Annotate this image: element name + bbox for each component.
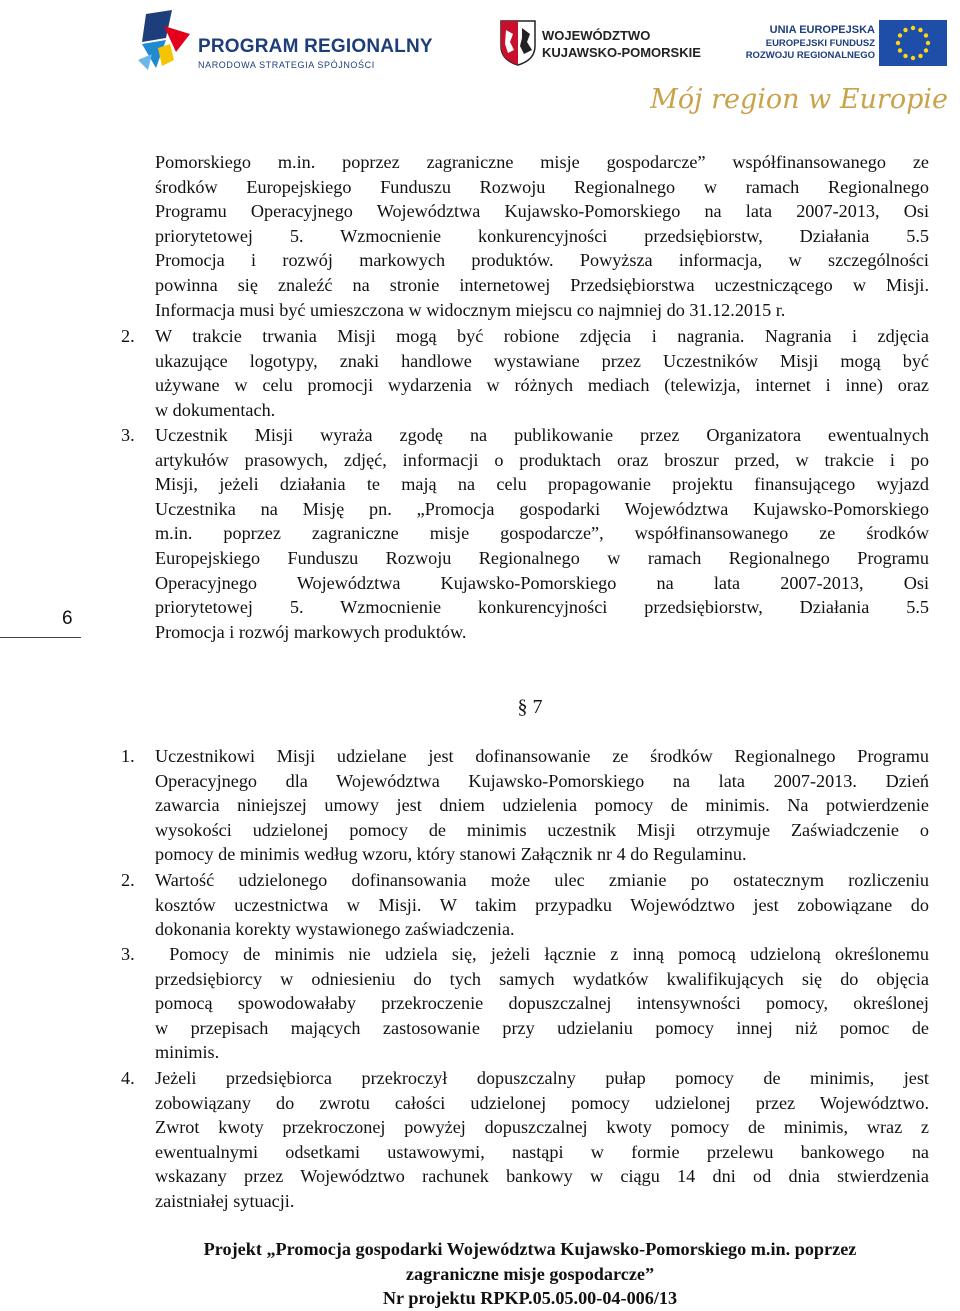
text-line: zobowiązany do zwrotu całości udzielonej pomocy udzielonej przez Województwo. [155, 1092, 929, 1113]
document-footer [0, 1237, 960, 1311]
text-line: kosztów uczestnictwa w Misji. W takim przypadku Województwo jest zobowiązane do [155, 894, 929, 915]
text-line: Operacyjnego Województwa Kujawsko-Pomorskiego na lata 2007-2013, Osi [155, 572, 929, 593]
text-line: zaistniałej sytuacji. [155, 1190, 295, 1211]
text-line: priorytetowej 5. Wzmocnienie konkurencyjności przedsiębiorstw, Działania 5.5 [155, 597, 929, 618]
page-number-divider [0, 637, 81, 638]
footer-project-number: Nr projektu RPKP.05.05.00-04-006/13 [382, 1288, 678, 1309]
list-item-number: 2. [121, 870, 135, 890]
text-line: używane w celu promocji wydarzenia w różnych mediach (telewizja, internet i inne) oraz [155, 375, 929, 396]
text-line: środków Europejskiego Funduszu Rozwoju Regionalnego w ramach Regionalnego [155, 176, 929, 197]
list-item [121, 423, 929, 644]
program-subtitle: NARODOWA STRATEGIA SPÓJNOŚCI [198, 60, 375, 70]
voivodeship-name-line1: WOJEWÓDZTWO [542, 28, 651, 43]
list-item [121, 868, 929, 942]
voivodeship-logo [500, 20, 710, 70]
voivodeship-crest-icon [500, 20, 536, 66]
program-title: PROGRAM REGIONALNY [198, 36, 433, 57]
text-line: powinna się znaleźć na stronie internetowej Przedsiębiorstwa uczestniczącego w Misji. [155, 274, 929, 295]
text-line: wskazany przez Województwo rachunek bankowy w ciągu 14 dni od dnia stwierdzenia [155, 1166, 929, 1187]
eu-union-label: UNIA EUROPEJSKA [769, 24, 875, 36]
list-item-number: 1. [121, 746, 135, 766]
text-line: pomocą spowodowałaby przekroczenie dopuszczalnej intensywności pomocy, określonej [155, 993, 929, 1014]
text-line: Uczestnika na Misję pn. „Promocja gospodarki Województwa Kujawsko-Pomorskiego [155, 498, 929, 519]
text-line: m.in. poprzez zagraniczne misje gospodarcze”, współfinansowanego ze środków [155, 523, 929, 544]
eu-star-icon [926, 41, 930, 45]
text-line: ukazujące logotypy, znaki handlowe wystawiane przez Uczestników Misji mogą być [155, 350, 929, 371]
text-line: Zwrot kwoty przekroczonej powyżej dopuszczalnej kwoty pomocy de minimis, wraz z [155, 1117, 929, 1138]
text-line: artykułów prasowych, zdjęć, informacji o produktach oraz broszur przed, w trakcie i po [155, 449, 929, 470]
text-line: minimis. [155, 1042, 220, 1063]
text-line: dokonania korekty wystawionego zaświadczenia. [155, 919, 515, 940]
eu-star-icon [898, 33, 902, 37]
text-line: ewentualnymi odsetkami ustawowymi, nastąpi w formie przelewu bankowego na [155, 1141, 929, 1162]
list-item-number: 3. [121, 425, 135, 445]
regional-slogan: Mój region w Europie [650, 84, 948, 115]
text-line: przedsiębiorcy w odniesieniu do tych samych wydatków kwalifikujących się do objęcia [155, 968, 929, 989]
text-line: w przepisach mających zastosowanie przy udzielaniu pomocy innej niż pomoc de [155, 1017, 929, 1038]
text-line: Uczestnikowi Misji udzielane jest dofinansowanie ze środków Regionalnego Programu [155, 746, 929, 766]
eu-star-icon [924, 33, 928, 37]
eu-star-icon [911, 56, 915, 60]
text-line: Promocja i rozwój markowych produktów. Powyższa informacja, w szczególności [155, 250, 929, 271]
eu-star-icon [924, 48, 928, 52]
footer-project-title: Projekt „Promocja gospodarki Województwa Kujawsko-Pomorskiego m.in. poprzez [203, 1239, 857, 1259]
eu-fund-label: EUROPEJSKI FUNDUSZ [765, 38, 875, 49]
text-line: Programu Operacyjnego Województwa Kujawsko-Pomorskiego na lata 2007-2013, Osi [155, 201, 929, 222]
page-number: 6 [62, 608, 73, 629]
text-line: Pomocy de minimis nie udziela się, jeżeli łącznie z inną pomocą udzieloną określonemu [155, 944, 929, 964]
list-item-number: 3. [121, 944, 135, 964]
eu-flag-icon [879, 20, 947, 66]
text-line: Europejskiego Funduszu Rozwoju Regionalnego w ramach Regionalnego Programu [155, 547, 929, 568]
text-line: Wartość udzielonego dofinansowania może ulec zmianie po ostatecznym rozliczeniu [155, 870, 929, 890]
list-item [121, 942, 929, 1065]
eu-star-icon [903, 28, 907, 32]
text-line: Informacja musi być umieszczona w widocznym miejscu co najmniej do 31.12.2015 r. [155, 299, 786, 320]
text-line: wysokości udzielonej pomocy de minimis uczestnik Misji otrzymuje Zaświadczenie o [155, 819, 929, 840]
text-line: zawarcia niniejszej umowy jest dniem udzielenia pomocy de minimis. Na potwierdzenie [155, 795, 929, 816]
text-line: Misji, jeżeli działania te mają na celu propagowanie projektu finansującego wyjazd [155, 474, 929, 495]
list-item-number: 4. [121, 1068, 135, 1088]
eu-star-icon [903, 54, 907, 58]
eu-fund-logo [745, 20, 955, 70]
text-line: Jeżeli przedsiębiorca przekroczył dopuszczalny pułap pomocy de minimis, jest [155, 1068, 929, 1088]
list-item [121, 1066, 929, 1214]
eu-star-icon [898, 48, 902, 52]
list-item [121, 744, 929, 867]
eu-star-icon [918, 28, 922, 32]
continuation-paragraph [155, 150, 929, 322]
text-line: W trakcie trwania Misji mogą być robione zdjęcia i nagrania. Nagrania i zdjęcia [155, 326, 929, 346]
eu-star-icon [911, 26, 915, 30]
eu-regional-label: ROZWOJU REGIONALNEGO [745, 50, 875, 61]
text-line: Uczestnik Misji wyraża zgodę na publikowanie przez Organizatora ewentualnych [155, 425, 929, 445]
section-title: § 7 [517, 696, 543, 718]
voivodeship-name-line2: KUJAWSKO-POMORSKIE [542, 45, 701, 60]
text-line: Operacyjnego dla Województwa Kujawsko-Pomorskiego na lata 2007-2013. Dzień [155, 770, 929, 791]
list-item-number: 2. [121, 326, 135, 346]
text-line: pomocy de minimis według wzoru, który stanowi Załącznik nr 4 do Regulaminu. [155, 844, 747, 865]
footer-project-title-cont: zagraniczne misje gospodarcze” [405, 1263, 655, 1284]
text-line: Pomorskiego m.in. poprzez zagraniczne misje gospodarcze” współfinansowanego ze [155, 152, 929, 172]
text-line: Promocja i rozwój markowych produktów. [155, 621, 467, 642]
eu-star-icon [896, 41, 900, 45]
document-header [0, 0, 960, 140]
program-regionalny-mark-icon [136, 8, 194, 72]
list-item [121, 324, 929, 422]
text-line: priorytetowej 5. Wzmocnienie konkurencyjności przedsiębiorstw, Działania 5.5 [155, 225, 929, 246]
eu-star-icon [918, 54, 922, 58]
text-line: w dokumentach. [155, 399, 276, 420]
program-regionalny-logo [136, 8, 436, 72]
